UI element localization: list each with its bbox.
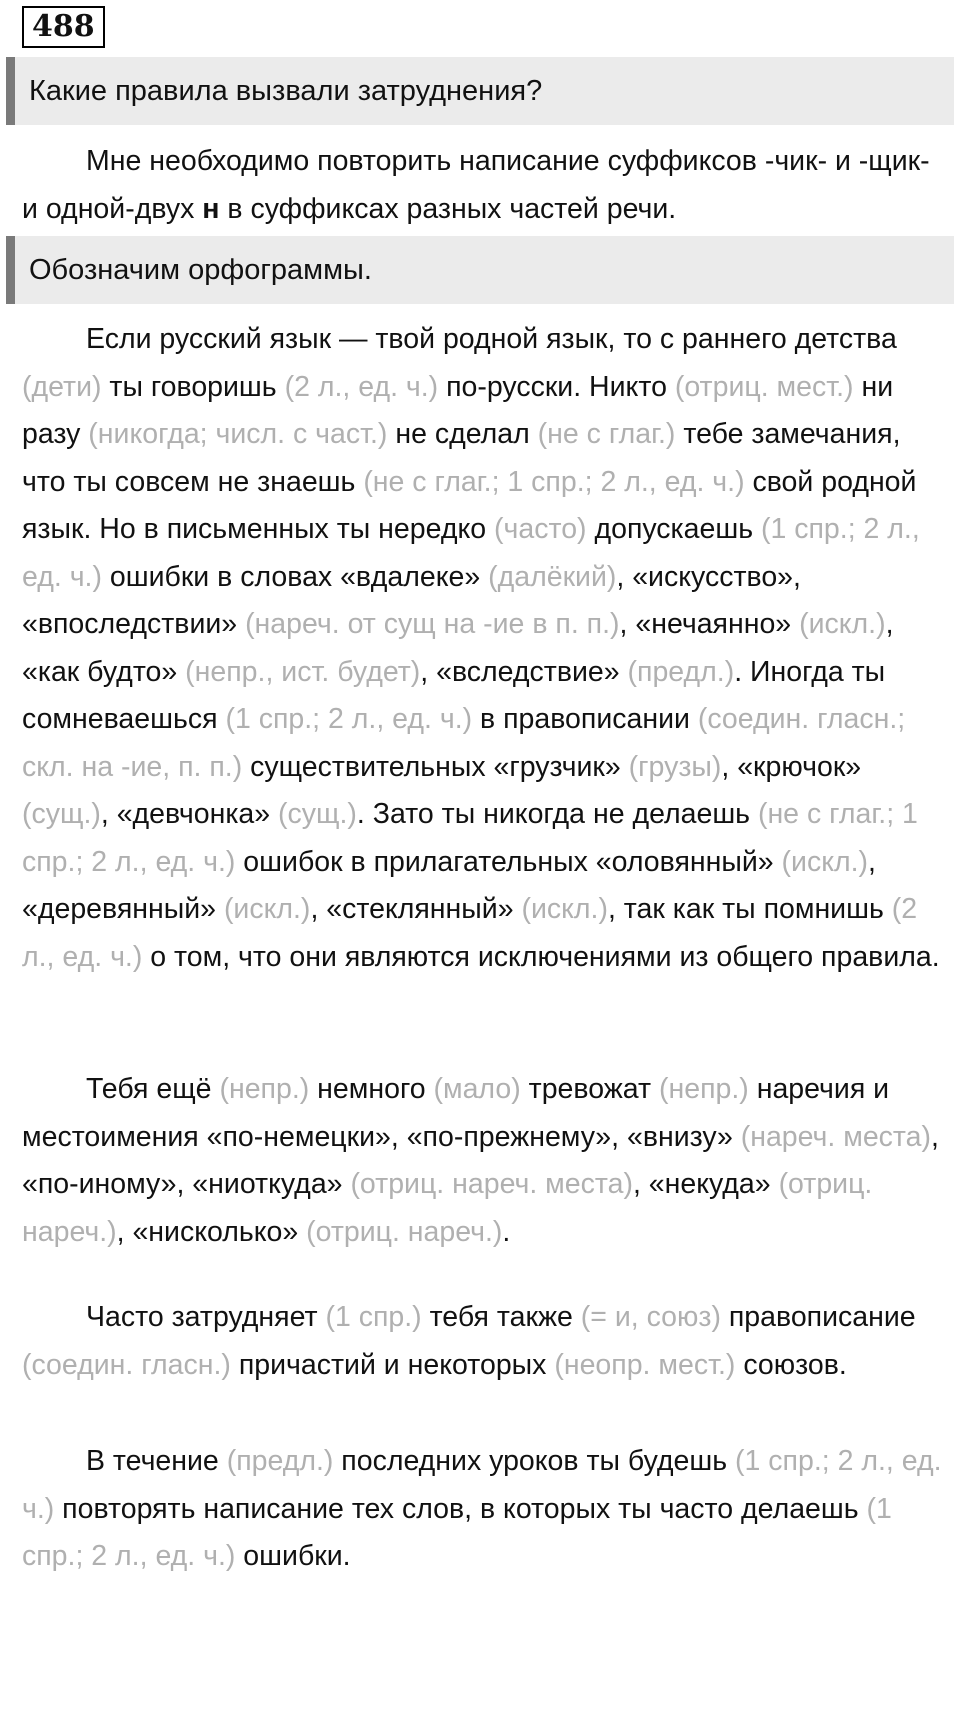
hint-note: (дети) bbox=[22, 370, 102, 403]
paragraph-3 bbox=[22, 1294, 942, 1389]
hint-note: (нареч. места) bbox=[740, 1120, 932, 1153]
hint-note: (1 спр.; 2 л., ед. ч.) bbox=[225, 703, 473, 735]
hint-note: (отриц. нареч.) bbox=[22, 1168, 873, 1248]
hint-note: (отриц. нареч. места) bbox=[350, 1168, 633, 1200]
hint-note: (часто) bbox=[494, 513, 587, 545]
hint-note: (неопр. мест.) bbox=[554, 1348, 736, 1381]
paragraph-1-text: Если русский язык — твой родной язык, то с раннего детства (дети) ты говоришь (2 л., ед. ч.) по-русски. Никто (отриц. мест.) ни разу (никогда; числ. с част.) не сделал (не с глаг.) тебе замечания, что ты совсем не знаешь (не с глаг.; 1 спр.; 2 л., ед. ч.) свой родной язык. Но в письменных ты нередко (часто) допускаешь (1 спр.; 2 л., ед. ч.) ошибки в словах «вдалеке» (далёкий), «искусство», «впоследствии» (нареч. от сущ на -ие в п. п.), «нечаянно» (искл.), «как будто» (непр., ист. будет), «вследствие» (предл.). Иногда ты сомневаешься (1 спр.; 2 л., ед. ч.) в правописании (соедин. гласн.; скл. на -ие, п. п.) существительных «грузчик» (грузы), «крючок» (сущ.), «девчонка» (сущ.). Зато ты никогда не делаешь (не с глаг.; 1 спр.; 2 л., ед. ч.) ошибок в прилагательных «оловянный» (искл.), «деревянный» (искл.), «стеклянный» (искл.), так как ты помнишь (2 л., ед. ч.) о том, что они являются исключениями из общего правила. bbox=[22, 323, 940, 973]
paragraph-3-text: Часто затрудняет (1 спр.) тебя также (= и, союз) правописание (соедин. гласн.) причастий и некоторых (неопр. мест.) союзов. bbox=[22, 1301, 916, 1381]
hint-note: (никогда; числ. с част.) bbox=[88, 418, 388, 450]
hint-note: (предл.) bbox=[627, 655, 735, 688]
hint-note: (искл.) bbox=[799, 608, 886, 640]
hint-note: (1 спр.) bbox=[325, 1301, 422, 1333]
hint-note: (1 спр.; 2 л., ед. ч.) bbox=[22, 1445, 942, 1525]
paragraph-2 bbox=[22, 1066, 942, 1256]
hint-note: (искл.) bbox=[781, 845, 869, 878]
hint-note: (соедин. гласн.) bbox=[22, 1348, 231, 1381]
task-number: 488 bbox=[22, 6, 105, 48]
hint-note: (2 л., ед. ч.) bbox=[284, 370, 439, 403]
hint-note: (искл.) bbox=[223, 893, 311, 925]
paragraph-1 bbox=[22, 316, 942, 981]
hint-note: (не с глаг.; 1 спр.; 2 л., ед. ч.) bbox=[363, 465, 745, 498]
hint-note: (отриц. нареч.) bbox=[306, 1215, 503, 1248]
question-text: Какие правила вызвали затруднения? bbox=[29, 74, 543, 107]
hint-note: (отриц. мест.) bbox=[674, 370, 854, 403]
paragraph-4 bbox=[22, 1438, 942, 1581]
hint-note: (1 спр.; 2 л., ед. ч.) bbox=[22, 513, 920, 593]
question-banner bbox=[6, 57, 954, 125]
hint-note: (непр.) bbox=[659, 1073, 749, 1105]
paragraph-2-text: Тебя ещё (непр.) немного (мало) тревожат (непр.) наречия и местоимения «по-немецки», «по-прежнему», «внизу» (нареч. места), «по-иному», «ниоткуда» (отриц. нареч. места), «некуда» (отриц. нареч.), «нисколько» (отриц. нареч.). bbox=[22, 1073, 939, 1248]
hint-note: (мало) bbox=[433, 1073, 521, 1105]
answer-block bbox=[22, 138, 942, 233]
hint-note: (1 спр.; 2 л., ед. ч.) bbox=[22, 1492, 892, 1572]
hint-note: (непр.) bbox=[219, 1073, 310, 1105]
hint-note: (предл.) bbox=[226, 1445, 334, 1477]
hint-note: (= и, союз) bbox=[580, 1301, 721, 1333]
instruction-text: Обозначим орфограммы. bbox=[29, 253, 372, 286]
hint-note: (далёкий) bbox=[488, 560, 617, 593]
hint-note: (непр., ист. будет) bbox=[185, 655, 421, 688]
hint-note: (нареч. от сущ на -ие в п. п.) bbox=[245, 608, 620, 640]
hint-note: (искл.) bbox=[521, 893, 608, 925]
hint-note: (соедин. гласн.; скл. на -ие, п. п.) bbox=[22, 703, 906, 783]
hint-note: (грузы) bbox=[628, 750, 722, 783]
hint-note: (не с глаг.) bbox=[537, 418, 676, 450]
hint-note: (сущ.) bbox=[22, 798, 101, 830]
hint-note: (не с глаг.; 1 спр.; 2 л., ед. ч.) bbox=[22, 798, 918, 878]
hint-note: (сущ.) bbox=[278, 798, 357, 830]
answer-bold-letter: н bbox=[202, 192, 220, 225]
paragraph-4-text: В течение (предл.) последних уроков ты будешь (1 спр.; 2 л., ед. ч.) повторять написание тех слов, в которых ты часто делаешь (1 спр.; 2 л., ед. ч.) ошибки. bbox=[22, 1445, 942, 1572]
answer-text: Мне необходимо повторить написание суффиксов -чик- и -щик- и одной-двух н в суффиксах разных частей речи. bbox=[22, 145, 930, 225]
instruction-banner bbox=[6, 236, 954, 304]
hint-note: (2 л., ед. ч.) bbox=[22, 893, 918, 973]
